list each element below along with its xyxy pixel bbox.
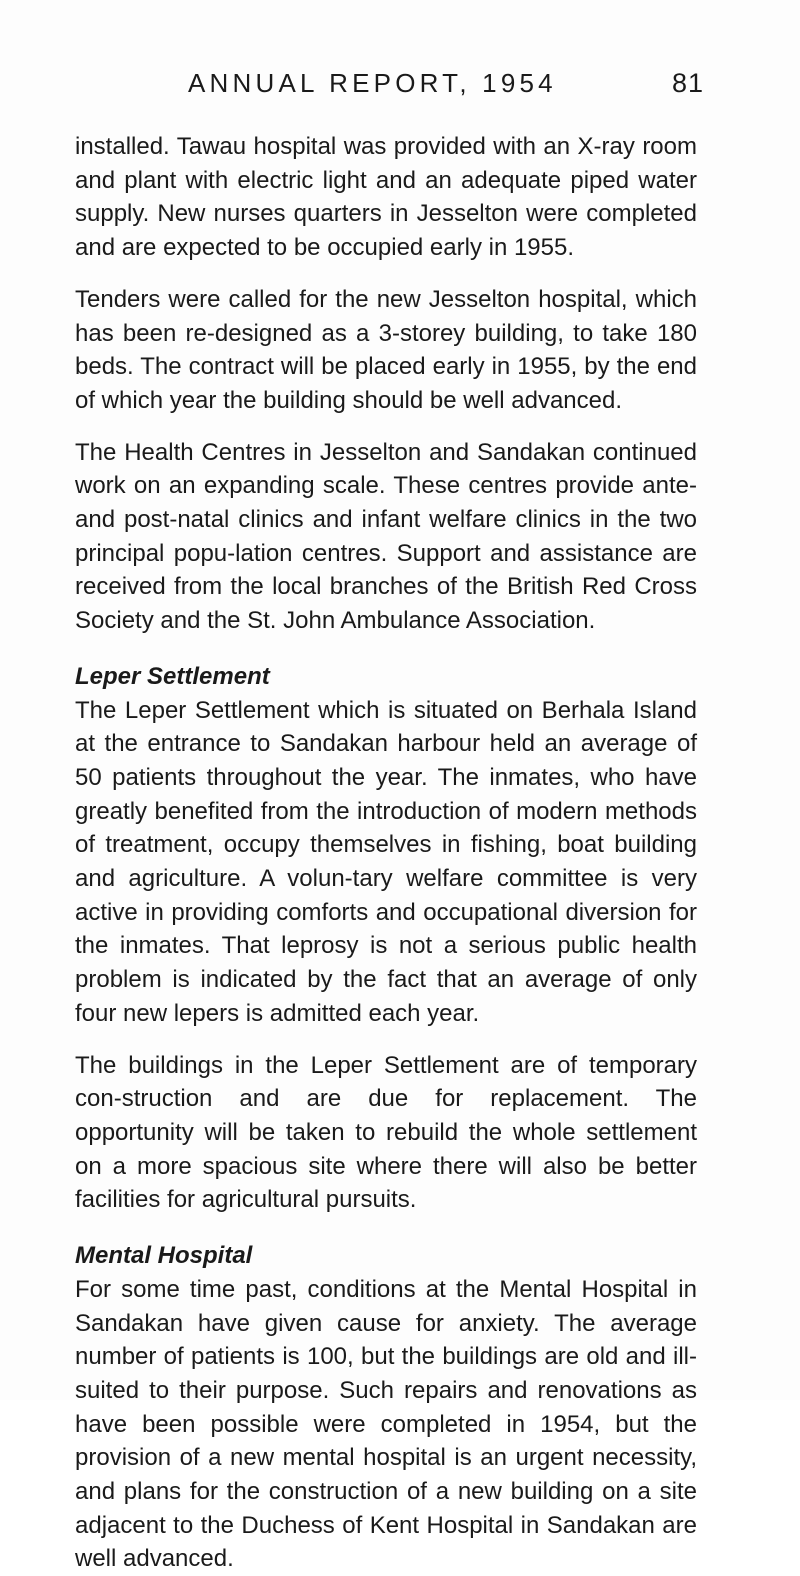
body-text	[75, 130, 697, 1576]
page-number: 81	[672, 68, 705, 98]
paragraph-leper-buildings: The buildings in the Leper Settlement are of temporary con-struction and are due for replacement. The opportunity will be taken to rebuild the whole settlement on a more spacious site where there will also be better facilities for agricultural pursuits.	[75, 1051, 697, 1214]
section-heading-leper-settlement: Leper Settlement	[75, 662, 270, 690]
paragraph-hospital-works: installed. Tawau hospital was provided with an X-ray room and plant with electric light and an adequate piped water supply. New nurses quarters in Jesselton were completed and are expected to be occupied early in 1955.	[75, 133, 697, 262]
running-title: ANNUAL REPORT, 1954	[188, 68, 557, 98]
paragraph-health-centres: The Health Centres in Jesselton and Sandakan continued work on an expanding scale. These centres provide ante- and post-natal clinics and infant welfare clinics in the two principal popu-lation centres. Support and assistance are received from the local branches of the British Red Cross Society and the St. John Ambulance Association.	[75, 438, 697, 635]
paragraph-leper-settlement: The Leper Settlement which is situated on Berhala Island at the entrance to Sandakan harbour held an average of 50 patients throughout the year. The inmates, who have greatly benefited from the introduction of modern methods of treatment, occupy themselves in fishing, boat building and agriculture. A volun-tary welfare committee is very active in providing comforts and occupational diversion for the inmates. That leprosy is not a serious public health problem is indicated by the fact that an average of only four new lepers is admitted each year.	[75, 696, 697, 1027]
paragraph-mental-hospital: For some time past, conditions at the Mental Hospital in Sandakan have given cause for anxiety. The average number of patients is 100, but the buildings are old and ill-suited to their purpose. Such repairs and renovations as have been possible were completed in 1954, but the provision of a new mental hospital is an urgent necessity, and plans for the construction of a new building on a site adjacent to the Duchess of Kent Hospital in Sandakan are well advanced.	[75, 1275, 697, 1573]
section-heading-mental-hospital: Mental Hospital	[75, 1242, 253, 1270]
paragraph-tenders: Tenders were called for the new Jesselton hospital, which has been re-designed as a 3-storey building, to take 180 beds. The contract will be placed early in 1955, by the end of which year the building should be well advanced.	[75, 285, 697, 414]
page-header	[0, 68, 800, 108]
